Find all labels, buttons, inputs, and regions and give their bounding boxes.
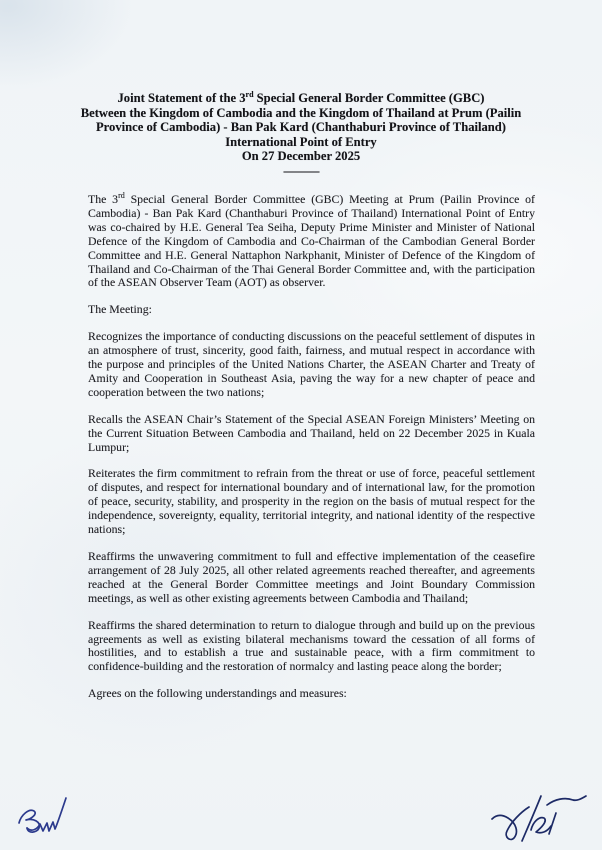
- signature-right: [488, 788, 596, 848]
- meeting-heading: The Meeting:: [88, 302, 152, 317]
- paragraph-intro: [88, 193, 535, 290]
- clause-reaffirms-ceasefire: Reaffirms the unwavering commitment to full and effective implementation of the ceasefire arrangement of 28 July 2025, all other related agreements reached thereafter, and agreements reached at the General Border Committee meetings and Joint Boundary Commission meetings, as well as other existing agreements between Cambodia and Thailand;: [88, 549, 535, 605]
- title-line-4: International Point of Entry: [225, 134, 377, 149]
- paragraph-intro-text: The 3: [88, 191, 119, 206]
- title-line-1-text-cont: Special General Border Committee (GBC): [253, 91, 485, 105]
- signature-left: [12, 790, 76, 838]
- clause-agrees: Agrees on the following understandings and measures:: [88, 686, 347, 701]
- title-line-5: On 27 December 2025: [241, 149, 361, 164]
- title-line-1-text: Joint Statement of the 3: [117, 91, 246, 105]
- title-line-3: Province of Cambodia) - Ban Pak Kard (Chanthaburi Province of Thailand): [95, 120, 507, 135]
- clause-reiterates: Reiterates the firm commitment to refrain from the threat or use of force, peaceful settlement of disputes, and respect for international boundary and of international law, for the promotion of peace, security, stability, and prosperity in the region on the basis of mutual respect for the independence, sovereignty, equality, territorial integrity, and national identity of the respective nations;: [88, 466, 535, 537]
- document-title: [0, 0, 602, 164]
- clause-reaffirms-dialogue: Reaffirms the shared determination to return to dialogue through and build up on the previous agreements as well as existing bilateral mechanisms toward the cessation of all forms of hostilities, and to establish a true and sustainable peace, with a firm commitment to confidence-building and the restoration of normalcy and lasting peace along the border;: [88, 617, 535, 674]
- ordinal-suffix: rd: [118, 191, 125, 201]
- title-divider: ------------: [283, 163, 319, 178]
- clause-recalls: Recalls the ASEAN Chair’s Statement of the Special ASEAN Foreign Ministers’ Meeting on the Current Situation Between Cambodia and Thailand, held on 22 December 2025 in Kuala Lumpur;: [88, 411, 535, 454]
- clause-recognizes: Recognizes the importance of conducting discussions on the peaceful settlement of disputes in an atmosphere of trust, sincerity, good faith, fairness, and mutual respect in accordance with the purpose and principles of the United Nations Charter, the ASEAN Charter and Treaty of Amity and Cooperation in Southeast Asia, paving the way for a new chapter of peace and cooperation between the two nations;: [88, 329, 535, 399]
- title-line-2: Between the Kingdom of Cambodia and the Kingdom of Thailand at Prum (Pailin: [80, 105, 522, 120]
- ordinal-suffix: rd: [245, 89, 254, 99]
- paragraph-intro-text-cont: Special General Border Committee (GBC) Meeting at Prum (Pailin Province of Cambodia) - Ban Pak Kard (Chanthaburi Province of Thailand) International Point of Entry was co-chaired by H.E. General Tea Seiha, Deputy Prime Minister and Minister of National Defence of the Kingdom of Cambodia and Co-Chairman of the Cambodian General Border Committee and H.E. General Nattaphon Narkphanit, Minister of Defence of the Kingdom of Thailand and Co-Chairman of the Thai General Border Committee and, with the participation of the ASEAN Observer Team (AOT) as observer.: [88, 191, 535, 290]
- title-line-1: [0, 91, 602, 106]
- document-body: [88, 193, 535, 701]
